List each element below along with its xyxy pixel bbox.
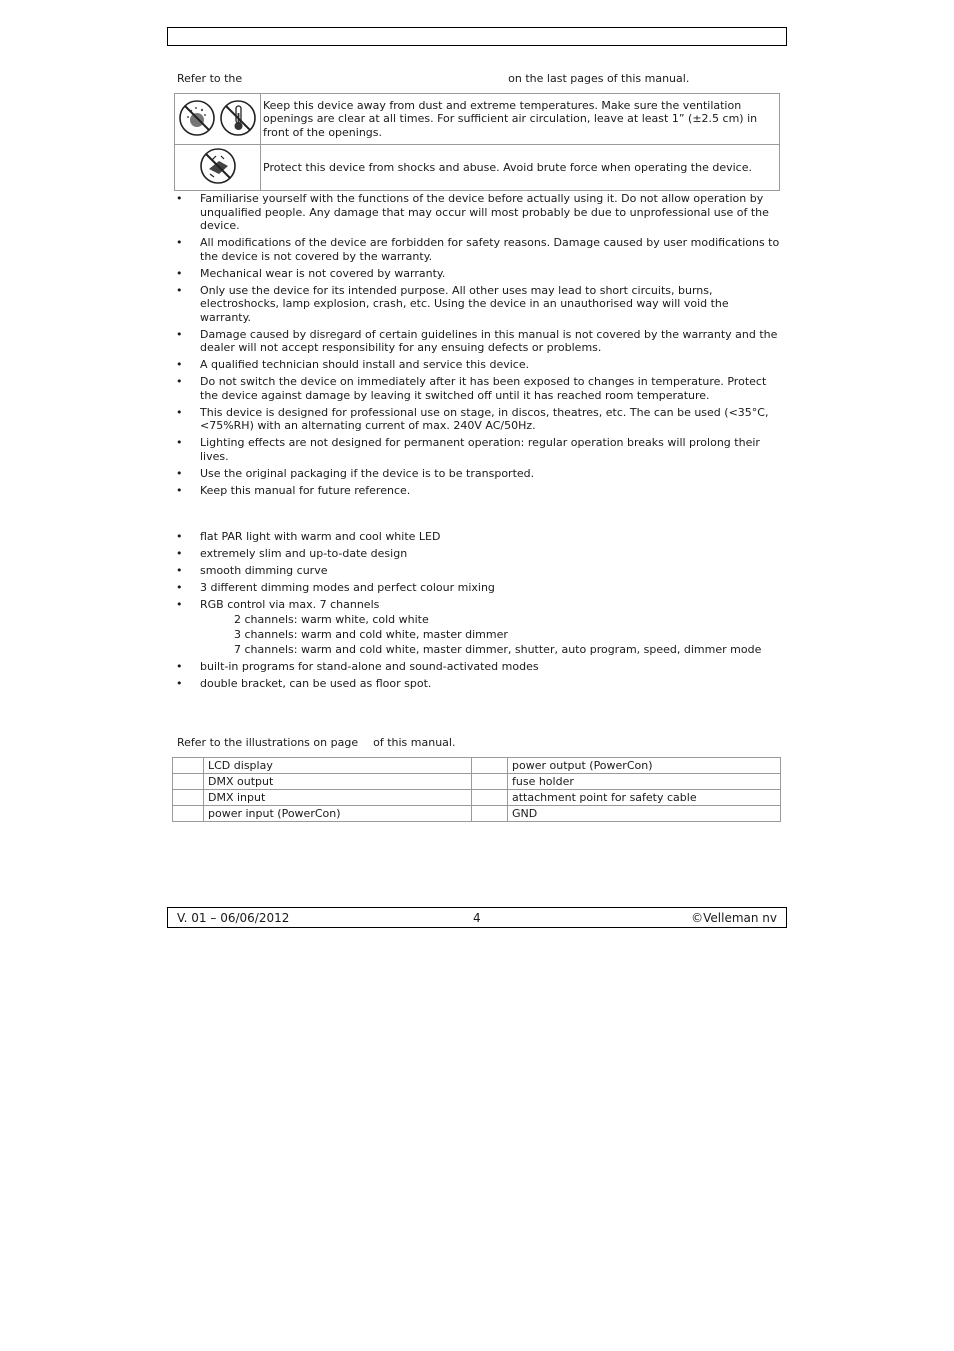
illustrations-text-after: of this manual.: [373, 736, 456, 749]
list-item: • Familiarise yourself with the functions of the device before actually using it. Do not allow operation by unqualified people. Any damage that may occur will most probably be due to unprofessional use of the device.: [175, 192, 781, 233]
feature-item: • flat PAR light with warm and cool white LED: [175, 530, 781, 544]
safety-guidelines-list: [175, 192, 781, 501]
part-number-cell: [472, 806, 508, 822]
refer-to-illustrations-line: [177, 736, 455, 750]
safety-icons-cell: [175, 145, 261, 191]
part-number-cell: [173, 790, 204, 806]
feature-item: • extremely slim and up-to-date design: [175, 547, 781, 561]
table-row: [173, 758, 781, 774]
safety-icons-table: [174, 93, 780, 191]
footer-copyright: ©Velleman nv: [691, 911, 777, 925]
part-label-cell: power output (PowerCon): [508, 758, 781, 774]
part-label-cell: DMX output: [204, 774, 472, 790]
part-number-cell: [472, 790, 508, 806]
channel-mode-item: 7 channels: warm and cold white, master dimmer, shutter, auto program, speed, dimmer mode: [234, 642, 762, 656]
refer-text-before: Refer to the: [177, 72, 243, 85]
no-dust-icon: [178, 99, 216, 137]
safety-text-shocks: Protect this device from shocks and abuse. Avoid brute force when operating the device.: [261, 145, 780, 191]
feature-item: • double bracket, can be used as floor spot.: [175, 677, 781, 691]
parts-table: [172, 757, 781, 822]
feature-item: • 3 different dimming modes and perfect colour mixing: [175, 581, 781, 595]
table-row: [173, 774, 781, 790]
features-list: [175, 530, 781, 694]
footer-page-number: 4: [473, 911, 481, 925]
part-label-cell: attachment point for safety cable: [508, 790, 781, 806]
safety-text-dust-temperature: Keep this device away from dust and extreme temperatures. Make sure the ventilation openings are clear at all times. For sufficient air circulation, leave at least 1” (±2.5 cm) in front of the openings.: [261, 94, 780, 145]
table-row: [173, 790, 781, 806]
refer-to-warranty-line: [177, 72, 689, 86]
footer-version: V. 01 – 06/06/2012: [177, 911, 290, 925]
list-item: • Only use the device for its intended purpose. All other uses may lead to short circuits, burns, electroshocks, lamp explosion, crash, etc. Using the device in an unauthorised way will void the warranty.: [175, 284, 781, 325]
list-item: • Do not switch the device on immediately after it has been exposed to changes in temperature. Protect the device against damage by leaving it switched off until it has reached room temperature.: [175, 375, 781, 402]
safety-row-shocks: [175, 145, 780, 191]
no-shock-icon: [199, 147, 237, 185]
safety-row-dust-temperature: [175, 94, 780, 145]
page-header-box: [167, 27, 787, 46]
part-number-cell: [173, 758, 204, 774]
no-extreme-temperature-icon: [219, 99, 257, 137]
feature-item-label: • RGB control via max. 7 channels: [200, 598, 380, 611]
list-item: • Keep this manual for future reference.: [175, 484, 781, 498]
part-label-cell: fuse holder: [508, 774, 781, 790]
illustrations-text-before: Refer to the illustrations on page: [177, 736, 359, 749]
refer-text-after: on the last pages of this manual.: [508, 72, 690, 85]
part-number-cell: [472, 758, 508, 774]
list-item: • This device is designed for professional use on stage, in discos, theatres, etc. The can be used (<35°C, <75%RH) with an alternating current of max. 240V AC/50Hz.: [175, 406, 781, 433]
safety-icons-cell: [175, 94, 261, 145]
part-number-cell: [173, 806, 204, 822]
part-label-cell: power input (PowerCon): [204, 806, 472, 822]
part-label-cell: GND: [508, 806, 781, 822]
list-item: • Use the original packaging if the device is to be transported.: [175, 467, 781, 481]
channel-mode-item: 3 channels: warm and cold white, master dimmer: [234, 627, 508, 641]
part-number-cell: [472, 774, 508, 790]
list-item: • All modifications of the device are forbidden for safety reasons. Damage caused by user modifications to the device is not covered by the warranty.: [175, 236, 781, 263]
part-number-cell: [173, 774, 204, 790]
feature-item: • smooth dimming curve: [175, 564, 781, 578]
part-label-cell: DMX input: [204, 790, 472, 806]
list-item: • Lighting effects are not designed for permanent operation: regular operation breaks will prolong their lives.: [175, 436, 781, 463]
channel-mode-item: 2 channels: warm white, cold white: [234, 612, 429, 626]
list-item: • Damage caused by disregard of certain guidelines in this manual is not covered by the warranty and the dealer will not accept responsibility for any ensuing defects or problems.: [175, 328, 781, 355]
table-row: [173, 806, 781, 822]
page-footer: [167, 907, 787, 928]
feature-item: • built-in programs for stand-alone and sound-activated modes: [175, 660, 781, 674]
part-label-cell: LCD display: [204, 758, 472, 774]
list-item: • Mechanical wear is not covered by warranty.: [175, 267, 781, 281]
list-item: • A qualified technician should install and service this device.: [175, 358, 781, 372]
feature-item-rgb-control: [175, 598, 781, 657]
